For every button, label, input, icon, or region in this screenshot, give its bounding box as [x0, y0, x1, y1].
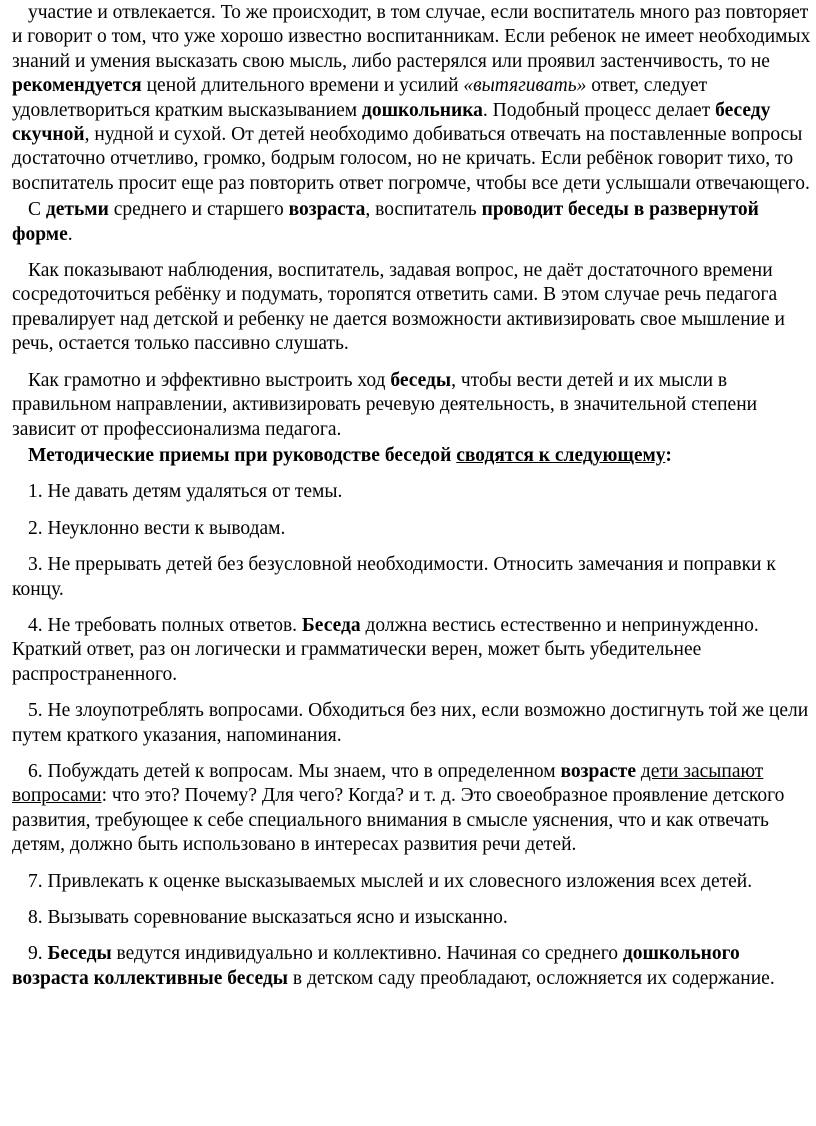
- text-run: , нудной и сухой. От детей необходимо добиваться отвечать на поставленные вопросы достаточно отчетливо, громко, бодрым голосом, но не кричать. Если ребёнок говорит тихо, то воспитатель просит еще раз повторить ответ погромче, чтобы все дети услышали отвечающего.: [12, 124, 810, 194]
- text-run: возраста: [288, 199, 366, 221]
- list-item-2: [12, 517, 814, 541]
- text-run: 6. Побуждать детей к вопросам. Мы знаем, что в определенном: [28, 760, 561, 782]
- list-item-6: [12, 760, 814, 858]
- text-run: 1. Не давать детям удаляться от темы.: [28, 481, 343, 503]
- text-run: :: [665, 444, 672, 466]
- paragraph-distraction: [12, 1, 814, 196]
- text-run: 2. Неуклонно вести к выводам.: [28, 517, 286, 539]
- list-item-1: [12, 480, 814, 504]
- text-run: Методические приемы при руководстве беседой: [28, 444, 457, 466]
- text-run: 8. Вызывать соревнование высказаться ясно и изысканно.: [28, 907, 508, 928]
- list-item-4: [12, 614, 814, 687]
- text-run: рекомендуется: [12, 75, 142, 97]
- text-run: возрасте: [560, 760, 636, 782]
- list-item-5: [12, 699, 814, 748]
- text-run: Как показывают наблюдения, воспитатель, задавая вопрос, не даёт достаточного времени сосредоточиться ребёнку и подумать, торопятся ответить сами. В этом случае речь педагога превалирует над детской и ребенку не дается возможности активизировать свое мышление и речь, остается только пассивно слушать.: [12, 260, 785, 355]
- text-run: : что это? Почему? Для чего? Когда? и т. д. Это своеобразное проявление детского развития, требующее к себе специального внимания в смысле уяснения, что и как отвечать детям, должно быть использовано в интересах развития речи детей.: [12, 785, 785, 856]
- paragraph-expanded-form: [12, 198, 814, 247]
- text-run: ответ, следует удовлетвориться кратким высказыванием: [12, 75, 708, 121]
- text-run: «вытягивать»: [463, 75, 587, 97]
- text-run: 7. Привлекать к оценке высказываемых мыслей и их словесного изложения всех детей.: [28, 870, 753, 892]
- text-run: дошкольника: [361, 99, 483, 121]
- paragraph-professionalism: [12, 369, 814, 442]
- text-run: сводятся к следующему: [456, 444, 666, 466]
- text-run: С: [28, 199, 46, 221]
- methods-heading: [12, 444, 814, 468]
- text-run: среднего и старшего: [108, 199, 289, 221]
- paragraph-observations: [12, 259, 814, 357]
- list-item-8: [12, 906, 814, 930]
- text-run: беседы: [390, 369, 452, 391]
- text-run: в детском саду преобладают, осложняется их содержание.: [288, 967, 775, 989]
- text-run: 5. Не злоупотреблять вопросами. Обходиться без них, если возможно достигнуть той же цели путем краткого указания, напоминания.: [12, 700, 809, 746]
- text-run: , чтобы вести детей и их мысли в правильном направлении, активизировать речевую деятельность, в значительной степени зависит от профессионализма педагога.: [12, 369, 758, 440]
- text-run: Как грамотно и эффективно выстроить ход: [28, 369, 391, 391]
- text-run: Беседы: [47, 943, 112, 965]
- text-run: 9.: [28, 943, 48, 965]
- text-run: дети засыпают вопросами: [12, 760, 764, 807]
- text-run: .: [67, 223, 73, 245]
- text-run: должна вестись естественно и непринужденно. Краткий ответ, раз он логически и грамматически верен, может быть убедительнее распространенного.: [12, 614, 759, 685]
- text-run: ценой длительного времени и усилий: [141, 75, 464, 97]
- list-item-7: [12, 870, 814, 894]
- text-run: дошкольного возраста коллективные беседы: [12, 943, 740, 989]
- text-run: 3. Не прерывать детей без безусловной необходимости. Относить замечания и поправки к концу.: [12, 554, 776, 600]
- text-run: проводит беседы в развернутой форме: [12, 199, 759, 245]
- text-run: 4. Не требовать полных ответов.: [28, 614, 302, 636]
- text-run: . Подобный процесс делает: [482, 99, 716, 121]
- list-item-3: [12, 553, 814, 602]
- text-run: участие и отвлекается. То же происходит, в том случае, если воспитатель много раз повторяет и говорит о том, что уже хорошо известно воспитанникам. Если ребенок не имеет необходимых знаний и умения высказать свою мысль, либо растерялся или проявил застенчивость, то не: [12, 2, 811, 72]
- text-run: , воспитатель: [365, 199, 482, 221]
- text-run: ведутся индивидуально и коллективно. Начиная со среднего: [111, 943, 623, 965]
- text-run: Беседа: [301, 614, 361, 636]
- list-item-9: [12, 942, 814, 991]
- text-run: беседу скучной: [12, 99, 771, 146]
- text-run: детьми: [45, 199, 109, 221]
